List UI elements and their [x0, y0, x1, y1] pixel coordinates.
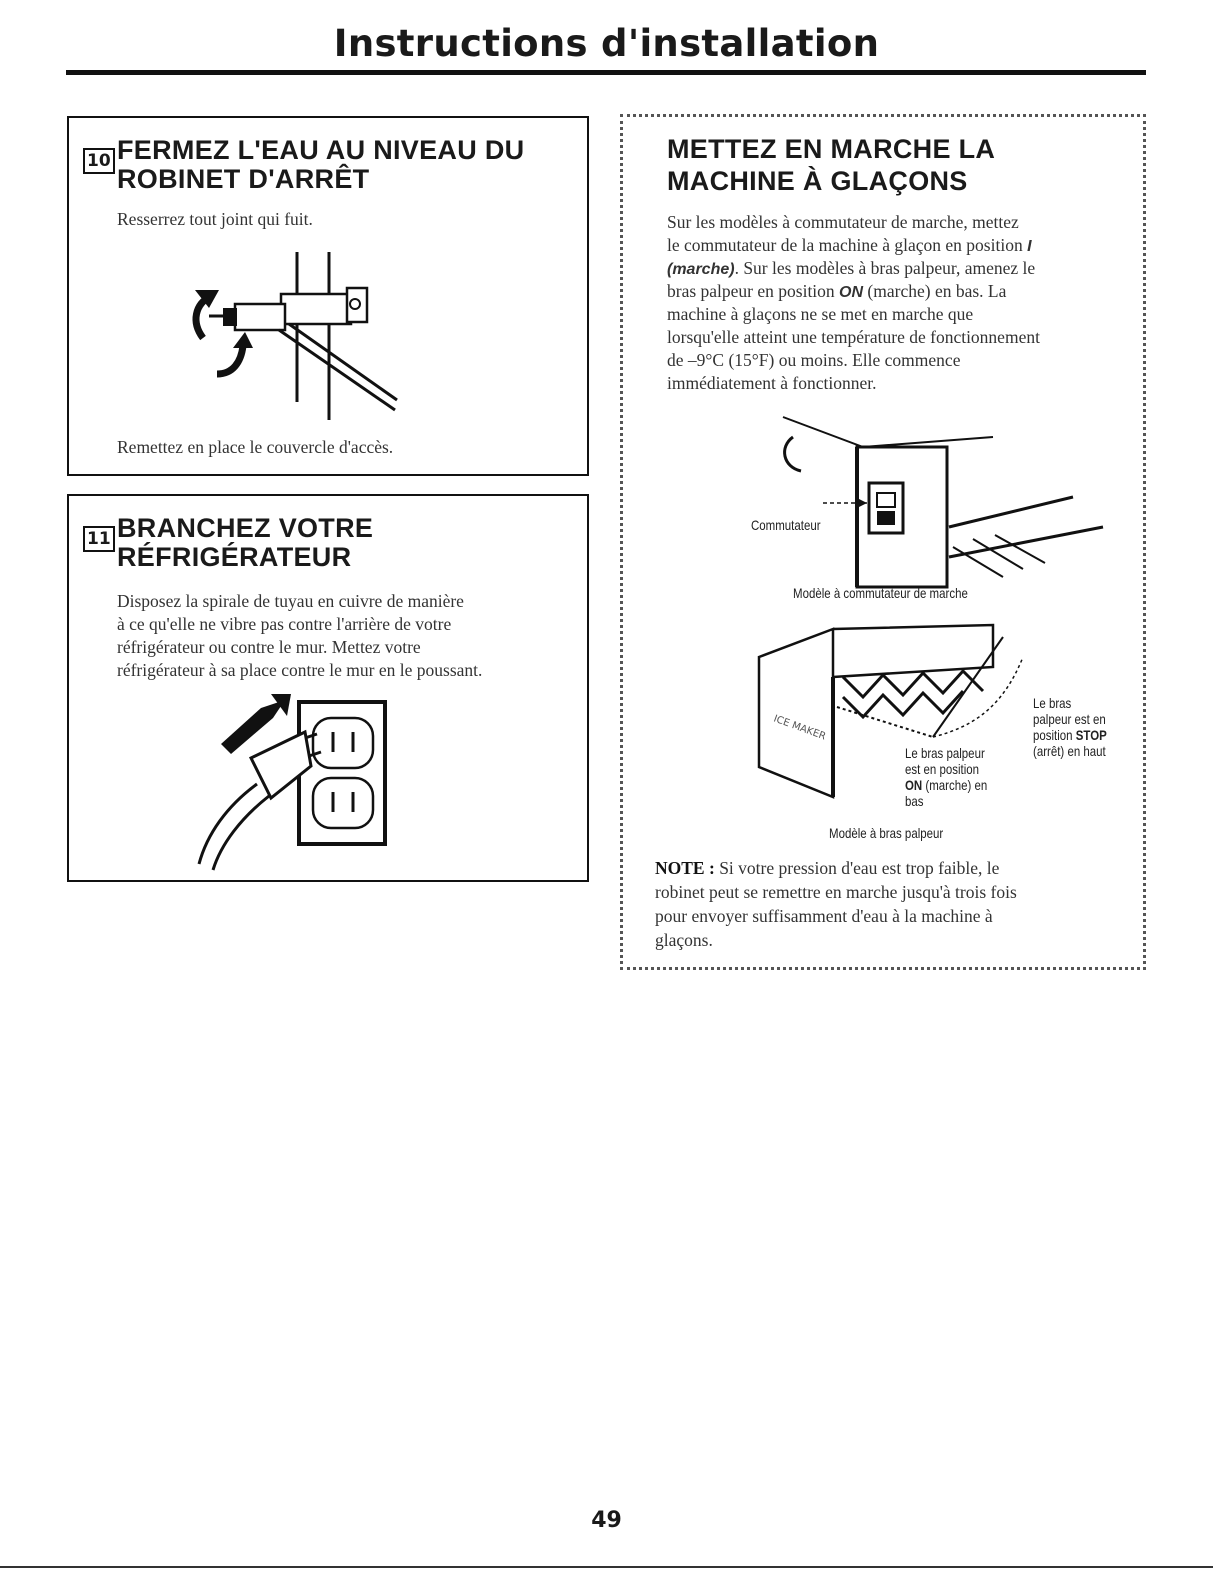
- icemaker-para-line5: machine à glaçons ne se met en marche que: [667, 304, 974, 324]
- icemaker-para-line3: (marche). Sur les modèles à bras palpeur, amenez le: [667, 258, 1036, 278]
- icemaker-heading-line1: METTEZ EN MARCHE LA: [667, 134, 996, 164]
- bottom-rule: [0, 1566, 1213, 1568]
- step10-number: 10: [83, 148, 115, 174]
- note-label: NOTE :: [655, 858, 715, 878]
- icemaker-para-line1: Sur les modèles à commutateur de marche, mettez: [667, 212, 1019, 232]
- shutoff-valve-illustration: [169, 242, 409, 422]
- step11-text-line3: réfrigérateur ou contre le mur. Mettez votre: [117, 637, 421, 657]
- icemaker-para-line8: immédiatement à fonctionner.: [667, 373, 877, 393]
- step10-heading-line1: FERMEZ L'EAU AU NIVEAU DU: [117, 135, 525, 165]
- arm-model-caption: Modèle à bras palpeur: [829, 825, 944, 841]
- note-line4: glaçons.: [655, 930, 713, 950]
- icemaker-para-line2: le commutateur de la machine à glaçon en position I: [667, 235, 1032, 255]
- switch-model-illustration: [773, 407, 1113, 587]
- icemaker-heading-line2: MACHINE À GLAÇONS: [667, 166, 968, 196]
- step11-text-line2: à ce qu'elle ne vibre pas contre l'arrière de votre: [117, 614, 452, 634]
- arm-down-label: Le bras palpeur est en position ON (marche) en bas: [905, 745, 988, 809]
- outlet-plug-illustration: [187, 694, 407, 870]
- switch-model-caption: Modèle à commutateur de marche: [793, 585, 968, 601]
- step10-heading-line2: ROBINET D'ARRÊT: [117, 164, 370, 194]
- step11-text-line4: réfrigérateur à sa place contre le mur en le poussant.: [117, 660, 483, 680]
- arm-up-label: Le bras palpeur est en position STOP (arrêt) en haut: [1033, 695, 1107, 759]
- note-line3: pour envoyer suffisamment d'eau à la machine à: [655, 906, 993, 926]
- on-symbol: I: [1027, 238, 1032, 255]
- title-rule: [66, 70, 1146, 75]
- step11-number: 11: [83, 526, 115, 552]
- icemaker-para-line6: lorsqu'elle atteint une température de fonctionnement: [667, 327, 1040, 347]
- icemaker-box: [620, 114, 1146, 970]
- step11-text-line1: Disposez la spirale de tuyau en cuivre de manière: [117, 591, 464, 611]
- step11-heading-line1: BRANCHEZ VOTRE: [117, 513, 374, 543]
- step10-box: [67, 116, 589, 476]
- on-word: ON: [839, 284, 864, 301]
- note-line1: NOTE : Si votre pression d'eau est trop faible, le: [655, 858, 1000, 878]
- page-title: Instructions d'installation: [333, 22, 880, 65]
- switch-label: Commutateur: [751, 517, 821, 533]
- step10-text2: Remettez en place le couvercle d'accès.: [117, 437, 394, 457]
- ice-maker-logo: [771, 707, 828, 747]
- step10-text1: Resserrez tout joint qui fuit.: [117, 209, 313, 229]
- icemaker-para-line4: bras palpeur en position ON (marche) en bas. La: [667, 281, 1007, 301]
- marche-italic: (marche): [667, 261, 735, 278]
- icemaker-para-line7: de –9°C (15°F) ou moins. Elle commence: [667, 350, 961, 370]
- step11-heading-line2: RÉFRIGÉRATEUR: [117, 542, 352, 572]
- ice-maker-lettering: ICE MAKER: [771, 713, 828, 743]
- page-number: 49: [591, 1508, 622, 1533]
- step11-box: [67, 494, 589, 882]
- note-line2: robinet peut se remettre en marche jusqu'à trois fois: [655, 882, 1017, 902]
